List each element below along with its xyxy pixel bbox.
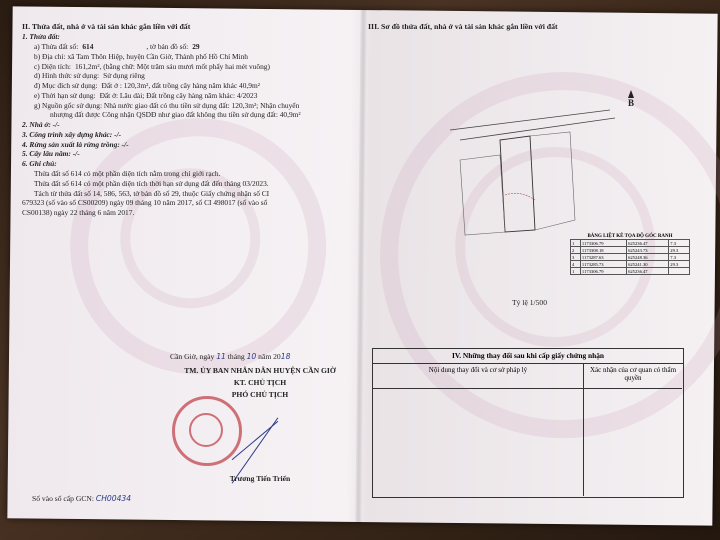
address-line: b) Địa chỉ: xã Tam Thôn Hiệp, huyện Cần Giờ, Thành phố Hồ Chí Minh [34,51,248,61]
table-cell: 625248.36 [627,254,669,261]
use-form-row [22,71,342,81]
kt-chairman: KT. CHỦ TỊCH [233,378,287,387]
register-number: CH00434 [95,494,132,503]
parcel-label: a) Thửa đất số: [34,42,79,52]
table-row [571,254,690,261]
notes-heading: 6. Ghi chú: [22,159,57,169]
north-arrow-icon [628,90,634,98]
table-cell: 29.3 [669,247,690,254]
table-cell: 4 [571,261,581,268]
authority-title: TM. ỦY BAN NHÂN DÂN HUYỆN CẦN GIỜ [184,366,336,375]
changes-column-header: Nội dung thay đổi và cơ sở pháp lý [373,364,583,389]
table-cell: 7.3 [669,240,690,247]
purpose-value: Đất ở : 120,3m², đất trồng cây hàng năm khác 40,9m² [101,81,260,91]
date-prefix: Cần Giờ, ngày [170,352,215,361]
origin-line-1: g) Nguồn gốc sử dụng: Nhà nước giao đất có thu tiền sử dụng đất: 120,3m²; Nhận chuyển [34,100,300,110]
table-cell: 625243.73 [627,247,669,254]
table-row [571,268,690,275]
register-number-row [32,494,131,503]
table-cell: 1173287.63 [580,254,626,261]
table-cell: 1 [571,240,581,247]
table-cell: 625236.47 [627,268,669,275]
map-sheet-number: 29 [192,42,200,52]
table-row [571,261,690,268]
right-page [368,22,693,32]
changes-table [372,348,684,498]
date-day: 11 [216,352,226,361]
table-cell: 1 [571,268,581,275]
note-line: Tách từ thửa đất số 14, 586, 563, tờ bản đồ số 29, thuộc Giấy chứng nhận số CI [34,188,270,198]
parcel-row [22,42,342,52]
table-cell [669,268,690,275]
note-line: Thửa đất số 614 có một phần diện tích thời hạn sử dụng đất đến tháng 03/2023. [34,178,269,188]
house-line: 2. Nhà ở: -/- [22,120,60,130]
use-form-value: Sử dụng riêng [103,71,145,81]
table-cell: 625241.30 [627,261,669,268]
page-fold [355,10,366,522]
purpose-label: đ) Mục đích sử dụng: [34,81,98,91]
parcel-sketch [440,100,620,240]
area-row [22,62,342,72]
construction-line: 3. Công trình xây dựng khác: -/- [22,129,122,139]
red-seal-stamp [172,396,242,466]
table-cell: 7.3 [669,254,690,261]
forest-line: 4. Rừng sản xuất là rừng trồng: -/- [22,139,129,149]
date-year: 18 [280,352,291,361]
table-cell: 1173308.18 [580,247,626,254]
term-label: e) Thời hạn sử dụng: [34,90,96,100]
term-row [22,91,342,101]
signing-date [170,352,290,361]
date-month: 10 [246,352,257,361]
section-title-ii: II. Thửa đất, nhà ở và tài sản khác gắn liền với đất [22,22,191,31]
table-cell: 1173306.79 [580,240,626,247]
use-form-label: d) Hình thức sử dụng: [34,71,100,81]
confirm-column-header: Xác nhận của cơ quan có thẩm quyền [584,364,682,389]
coordinate-table [570,234,690,275]
area-label: c) Diện tích: [34,61,71,71]
changes-column-content [373,364,584,496]
land-heading: 1. Thửa đất: [22,32,60,42]
changes-column-confirm [584,364,682,496]
register-label: Số vào sổ cấp GCN: [32,494,95,503]
north-label: B [628,98,635,108]
note-line: Thửa đất số 614 có một phần diện tích nằm trong chỉ giới rạch. [34,169,221,178]
date-month-label: tháng [227,352,245,361]
left-page [22,22,342,218]
area-value: 161,2m², (bằng chữ: Một trăm sáu mươi mốt phẩy hai mét vuông) [74,61,270,71]
scale-label: Tỷ lệ 1/500 [512,298,548,307]
north-arrow [628,90,634,108]
changes-title: IV. Những thay đổi sau khi cấp giấy chứng nhận [373,349,683,364]
coordinate-table-title: BẢNG LIỆT KÊ TỌA ĐỘ GÓC RANH [587,234,673,239]
origin-line-2: nhượng đất được Công nhận QSDĐ như giao đất không thu tiền sử dụng đất: 40,9m² [50,110,301,120]
table-cell: 625236.47 [627,240,669,247]
table-cell: 2 [571,247,581,254]
table-cell: 29.3 [669,261,690,268]
table-cell: 1173306.79 [580,268,626,275]
term-value: Đất ở: Lâu dài; Đất trồng cây hàng năm khác: 4/2023 [99,90,258,100]
section-title-iii: III. Sơ đồ thửa đất, nhà ở và tài sản khác gắn liền với đất [368,22,558,31]
table-cell: 3 [571,254,581,261]
vice-chairman: PHÓ CHỦ TỊCH [231,390,289,399]
date-year-label: năm 20 [258,352,281,361]
table-row [571,247,690,254]
map-sheet-label: , tờ bản đồ số: [146,42,189,52]
signer-name: Trương Tiến Triển [229,474,291,483]
note-line: 679323 (số vào sổ CS00209) ngày 09 tháng 10 năm 2017, số CI 498017 (số vào sổ [22,198,268,208]
purpose-row [22,81,342,91]
table-cell: 1173285.73 [580,261,626,268]
parcel-number: 614 [82,42,94,52]
trees-line: 5. Cây lâu năm: -/- [22,149,80,159]
note-line: CS00138) ngày 22 tháng 6 năm 2017. [22,208,135,218]
coordinate-grid [570,239,690,275]
table-row [571,240,690,247]
